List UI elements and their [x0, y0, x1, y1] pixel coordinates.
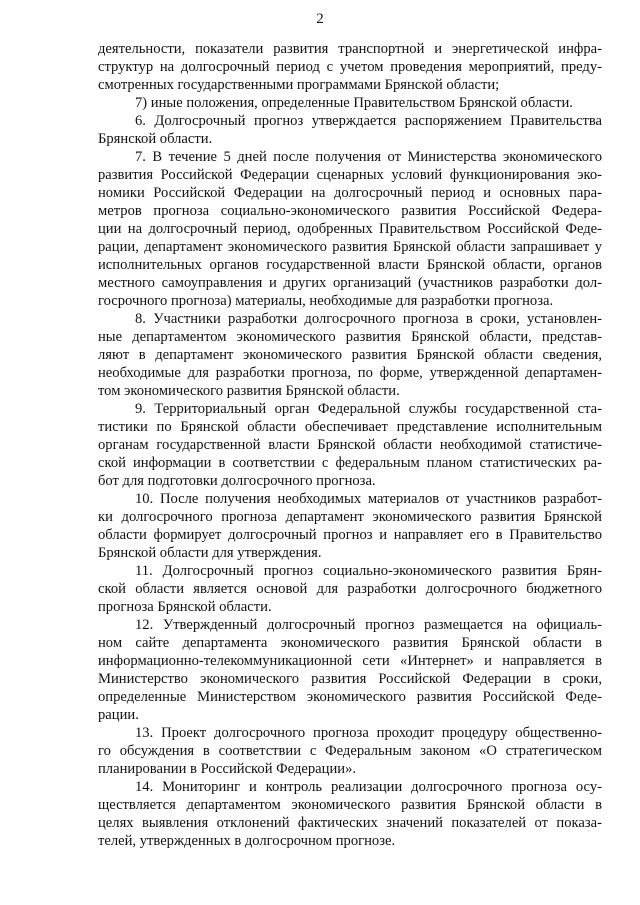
- paragraph-line: исполнительных органов государственной власти Брянской области, органов: [98, 257, 602, 273]
- paragraph-line: прогноза Брянской области.: [98, 599, 272, 615]
- paragraph: [98, 310, 602, 400]
- paragraph-line: госрочного прогноза) материалы, необходимые для разработки прогноза.: [98, 293, 554, 309]
- paragraph-line: Министерство экономического развития Российской Федерации в сроки,: [98, 671, 602, 687]
- paragraph-line: ции на долгосрочный период, одобренных Правительством Российской Феде-: [98, 221, 602, 237]
- paragraph-line: 10. После получения необходимых материалов от участников разработ-: [135, 491, 602, 507]
- paragraph: [98, 724, 602, 778]
- paragraph-line: определенные Министерством экономического развития Российской Феде-: [98, 689, 602, 705]
- paragraph-line: смотренных государственными программами Брянской области;: [98, 77, 500, 93]
- paragraph-line: тистики по Брянской области обеспечивает представление исполнительным: [98, 419, 602, 435]
- paragraph-line: рации.: [98, 707, 139, 723]
- paragraph-line: планировании в Российской Федерации».: [98, 761, 357, 777]
- paragraph-line: развития Российской Федерации сценарных условий функционирования эко-: [98, 167, 602, 183]
- paragraph-line: ществляется департаментом экономического развития Брянской области в: [98, 797, 602, 813]
- paragraph-line: местного самоуправления и других организаций (участников разработки дол-: [98, 275, 602, 291]
- paragraph-line: 6. Долгосрочный прогноз утверждается распоряжением Правительства: [135, 113, 602, 129]
- paragraph-line: го обсуждения в соответствии с Федеральным законом «О стратегическом: [98, 743, 602, 759]
- paragraph-line: ской информации в соответствии с федеральным планом статистических ра-: [98, 455, 602, 471]
- paragraph: [98, 148, 602, 310]
- paragraph: [98, 94, 602, 112]
- paragraph-line: номики Российской Федерации на долгосрочный период и основных пара-: [98, 185, 602, 201]
- paragraph-line: бот для подготовки долгосрочного прогноза.: [98, 473, 376, 489]
- paragraph: [98, 112, 602, 148]
- paragraph-line: 8. Участники разработки долгосрочного прогноза в сроки, установлен-: [135, 311, 602, 327]
- paragraph-line: деятельности, показатели развития транспортной и энергетической инфра-: [98, 41, 602, 57]
- paragraph-line: метров прогноза социально-экономического развития Российской Федера-: [98, 203, 602, 219]
- paragraph-line: целях выявления отклонений фактических значений показателей от показа-: [98, 815, 602, 831]
- paragraph-line: 12. Утвержденный долгосрочный прогноз размещается на официаль-: [135, 617, 602, 633]
- paragraph-line: ные департаментом экономического развития Брянской области, представ-: [98, 329, 602, 345]
- paragraph-line: 7. В течение 5 дней после получения от Министерства экономического: [135, 149, 602, 165]
- paragraph-line: органам государственной власти Брянской области необходимой статистиче-: [98, 437, 602, 453]
- paragraph: [98, 778, 602, 850]
- paragraph-line: информационно-телекоммуникационной сети «Интернет» и направляется в: [98, 653, 602, 669]
- paragraph-line: области формирует долгосрочный прогноз и направляет его в Правительство: [98, 527, 602, 543]
- paragraph-line: ляют в департамент экономического развития Брянской области сведения,: [98, 347, 602, 363]
- paragraph-line: ном сайте департамента экономического развития Брянской области в: [98, 635, 602, 651]
- paragraph-line: рации, департамент экономического развития Брянской области запрашивает у: [98, 239, 602, 255]
- paragraph-line: Брянской области.: [98, 131, 213, 147]
- paragraph: [98, 616, 602, 724]
- paragraph: [98, 562, 602, 616]
- paragraph-line: структур на долгосрочный период с учетом проведения мероприятий, преду-: [98, 59, 602, 75]
- page-number: 2: [316, 11, 324, 27]
- paragraph: [98, 400, 602, 490]
- document-body: [98, 40, 602, 850]
- paragraph: [98, 40, 602, 94]
- paragraph-line: ки долгосрочного прогноза департамент экономического развития Брянской: [98, 509, 602, 525]
- paragraph-line: 13. Проект долгосрочного прогноза проходит процедуру общественно-: [135, 725, 602, 741]
- paragraph-line: телей, утвержденных в долгосрочном прогнозе.: [98, 833, 396, 849]
- paragraph-line: 7) иные положения, определенные Правительством Брянской области.: [135, 95, 573, 111]
- paragraph: [98, 490, 602, 562]
- paragraph-line: необходимые для разработки прогноза, по форме, утвержденной департамен-: [98, 365, 602, 381]
- paragraph-line: 11. Долгосрочный прогноз социально-экономического развития Брян-: [135, 563, 602, 579]
- paragraph-line: Брянской области для утверждения.: [98, 545, 322, 561]
- paragraph-line: 14. Мониторинг и контроль реализации долгосрочного прогноза осу-: [135, 779, 602, 795]
- paragraph-line: ской области является основой для разработки долгосрочного бюджетного: [98, 581, 602, 597]
- paragraph-line: 9. Территориальный орган Федеральной службы государственной ста-: [135, 401, 602, 417]
- paragraph-line: том экономического развития Брянской области.: [98, 383, 400, 399]
